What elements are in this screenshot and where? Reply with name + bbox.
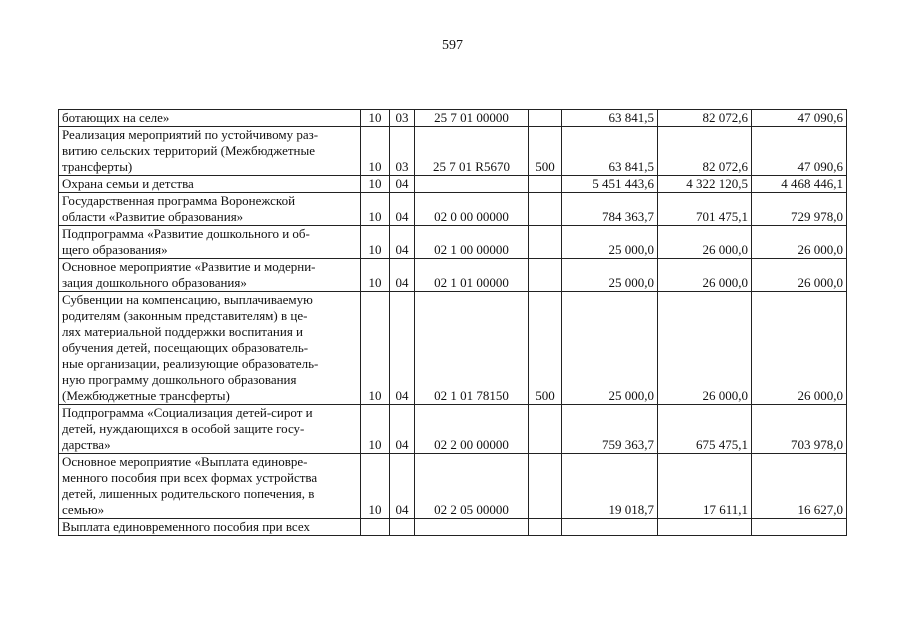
cell-text: 16 627,0 <box>797 502 843 517</box>
cell-v2 <box>658 176 752 193</box>
cell-text: 02 2 00 00000 <box>434 437 509 452</box>
cell-name <box>59 127 361 176</box>
cell-text: 26 000,0 <box>702 242 748 257</box>
cell-text: 25 7 01 R5670 <box>433 159 510 174</box>
cell-vr <box>529 226 562 259</box>
cell-text: Подпрограмма «Развитие дошкольного и об- щего образования» <box>62 226 310 257</box>
cell-text: 675 475,1 <box>696 437 748 452</box>
cell-v3 <box>752 226 847 259</box>
cell-text: 82 072,6 <box>702 110 748 125</box>
cell-v1 <box>562 519 658 536</box>
cell-v3 <box>752 405 847 454</box>
cell-v1 <box>562 454 658 519</box>
cell-name <box>59 259 361 292</box>
cell-text: 10 <box>368 159 382 174</box>
cell-pr <box>390 454 415 519</box>
cell-v3 <box>752 519 847 536</box>
cell-text: Основное мероприятие «Выплата единовре- менного пособия при всех формах устройства детей, лишенных родительского попечения, в семью» <box>62 454 318 517</box>
cell-name <box>59 292 361 405</box>
cell-text: 02 1 01 78150 <box>434 388 509 403</box>
table-row <box>59 454 847 519</box>
cell-rz <box>361 226 390 259</box>
cell-v2 <box>658 405 752 454</box>
cell-vr <box>529 176 562 193</box>
cell-cs <box>415 454 529 519</box>
cell-text: 03 <box>395 159 409 174</box>
cell-text: 10 <box>368 242 382 257</box>
cell-text: 26 000,0 <box>702 275 748 290</box>
cell-text: 04 <box>395 275 409 290</box>
cell-name <box>59 226 361 259</box>
cell-v2 <box>658 454 752 519</box>
cell-text: 47 090,6 <box>797 110 843 125</box>
cell-text: 729 978,0 <box>791 209 843 224</box>
table-row <box>59 226 847 259</box>
cell-pr <box>390 405 415 454</box>
cell-v3 <box>752 259 847 292</box>
cell-text: 500 <box>535 388 555 403</box>
cell-text: 02 0 00 00000 <box>434 209 509 224</box>
table-row <box>59 110 847 127</box>
cell-pr <box>390 259 415 292</box>
cell-text: 17 611,1 <box>702 502 748 517</box>
cell-vr <box>529 127 562 176</box>
cell-v3 <box>752 127 847 176</box>
cell-v2 <box>658 193 752 226</box>
table-row <box>59 405 847 454</box>
cell-v2 <box>658 226 752 259</box>
table-row <box>59 519 847 536</box>
budget-table <box>58 109 847 536</box>
cell-text: 82 072,6 <box>702 159 748 174</box>
table-row <box>59 193 847 226</box>
cell-v1 <box>562 127 658 176</box>
cell-text: 25 000,0 <box>608 388 654 403</box>
table-row <box>59 259 847 292</box>
cell-vr <box>529 292 562 405</box>
cell-text: 04 <box>395 437 409 452</box>
cell-text: Субвенции на компенсацию, выплачиваемую родителям (законным представителям) в це- лях материальной поддержки воспитания и обучения детей, посещающих образователь- ные организации, реализующие образователь- ную программу дошкольного образования (Межбюджетные трансферты) <box>62 292 319 403</box>
cell-text: 10 <box>368 502 382 517</box>
cell-vr <box>529 405 562 454</box>
cell-name <box>59 519 361 536</box>
cell-text: 63 841,5 <box>608 110 654 125</box>
cell-text: ботающих на селе» <box>62 110 170 125</box>
cell-name <box>59 405 361 454</box>
table-row <box>59 127 847 176</box>
cell-text: Подпрограмма «Социализация детей-сирот и детей, нуждающихся в особой защите госу- дарства» <box>62 405 313 452</box>
cell-text: 03 <box>395 110 409 125</box>
cell-text: 10 <box>368 110 382 125</box>
cell-cs <box>415 176 529 193</box>
cell-text: 26 000,0 <box>797 388 843 403</box>
cell-v3 <box>752 110 847 127</box>
cell-text: Основное мероприятие «Развитие и модерни- зация дошкольного образования» <box>62 259 316 290</box>
cell-rz <box>361 454 390 519</box>
cell-cs <box>415 405 529 454</box>
cell-pr <box>390 127 415 176</box>
cell-text: Выплата единовременного пособия при всех <box>62 519 310 534</box>
cell-name <box>59 454 361 519</box>
cell-name <box>59 176 361 193</box>
cell-text: 25 000,0 <box>608 242 654 257</box>
cell-text: 10 <box>368 388 382 403</box>
cell-v1 <box>562 176 658 193</box>
cell-cs <box>415 519 529 536</box>
cell-vr <box>529 454 562 519</box>
cell-text: 10 <box>368 176 382 191</box>
cell-text: 04 <box>395 209 409 224</box>
cell-text: 10 <box>368 275 382 290</box>
cell-text: 25 000,0 <box>608 275 654 290</box>
cell-text: 02 1 00 00000 <box>434 242 509 257</box>
cell-text: Государственная программа Воронежской области «Развитие образования» <box>62 193 296 224</box>
cell-v3 <box>752 176 847 193</box>
cell-v2 <box>658 519 752 536</box>
cell-v2 <box>658 259 752 292</box>
cell-text: 759 363,7 <box>602 437 654 452</box>
cell-text: 703 978,0 <box>791 437 843 452</box>
cell-pr <box>390 176 415 193</box>
cell-pr <box>390 226 415 259</box>
cell-v3 <box>752 454 847 519</box>
cell-rz <box>361 405 390 454</box>
cell-v1 <box>562 405 658 454</box>
cell-name <box>59 193 361 226</box>
cell-rz <box>361 176 390 193</box>
cell-text: 26 000,0 <box>797 242 843 257</box>
cell-name <box>59 110 361 127</box>
cell-v1 <box>562 292 658 405</box>
cell-text: 02 2 05 00000 <box>434 502 509 517</box>
page-number: 597 <box>442 38 463 53</box>
cell-v1 <box>562 226 658 259</box>
cell-text: 784 363,7 <box>602 209 654 224</box>
cell-text: 10 <box>368 437 382 452</box>
cell-rz <box>361 127 390 176</box>
cell-cs <box>415 110 529 127</box>
cell-rz <box>361 110 390 127</box>
cell-text: 02 1 01 00000 <box>434 275 509 290</box>
cell-vr <box>529 259 562 292</box>
cell-cs <box>415 127 529 176</box>
cell-v2 <box>658 292 752 405</box>
cell-text: 63 841,5 <box>608 159 654 174</box>
cell-v1 <box>562 259 658 292</box>
cell-text: 04 <box>395 502 409 517</box>
cell-v3 <box>752 193 847 226</box>
cell-v1 <box>562 193 658 226</box>
cell-text: 04 <box>395 176 409 191</box>
cell-rz <box>361 292 390 405</box>
cell-pr <box>390 519 415 536</box>
cell-cs <box>415 193 529 226</box>
cell-v2 <box>658 127 752 176</box>
cell-text: 4 468 446,1 <box>781 176 843 191</box>
cell-pr <box>390 110 415 127</box>
cell-pr <box>390 193 415 226</box>
cell-cs <box>415 259 529 292</box>
cell-pr <box>390 292 415 405</box>
cell-text: 4 322 120,5 <box>686 176 748 191</box>
cell-text: 26 000,0 <box>702 388 748 403</box>
cell-v2 <box>658 110 752 127</box>
cell-text: Охрана семьи и детства <box>62 176 194 191</box>
cell-text: 19 018,7 <box>608 502 654 517</box>
cell-text: 10 <box>368 209 382 224</box>
cell-text: Реализация мероприятий по устойчивому раз- витию сельских территорий (Межбюджетные трансферты) <box>62 127 319 174</box>
cell-text: 701 475,1 <box>696 209 748 224</box>
cell-text: 500 <box>535 159 555 174</box>
cell-vr <box>529 519 562 536</box>
cell-v1 <box>562 110 658 127</box>
cell-vr <box>529 110 562 127</box>
cell-text: 04 <box>395 388 409 403</box>
cell-vr <box>529 193 562 226</box>
cell-text: 25 7 01 00000 <box>434 110 509 125</box>
cell-rz <box>361 519 390 536</box>
table-row <box>59 292 847 405</box>
cell-text: 47 090,6 <box>797 159 843 174</box>
cell-text: 5 451 443,6 <box>592 176 654 191</box>
cell-rz <box>361 193 390 226</box>
cell-rz <box>361 259 390 292</box>
cell-cs <box>415 292 529 405</box>
cell-v3 <box>752 292 847 405</box>
cell-cs <box>415 226 529 259</box>
cell-text: 04 <box>395 242 409 257</box>
table-row <box>59 176 847 193</box>
cell-text: 26 000,0 <box>797 275 843 290</box>
